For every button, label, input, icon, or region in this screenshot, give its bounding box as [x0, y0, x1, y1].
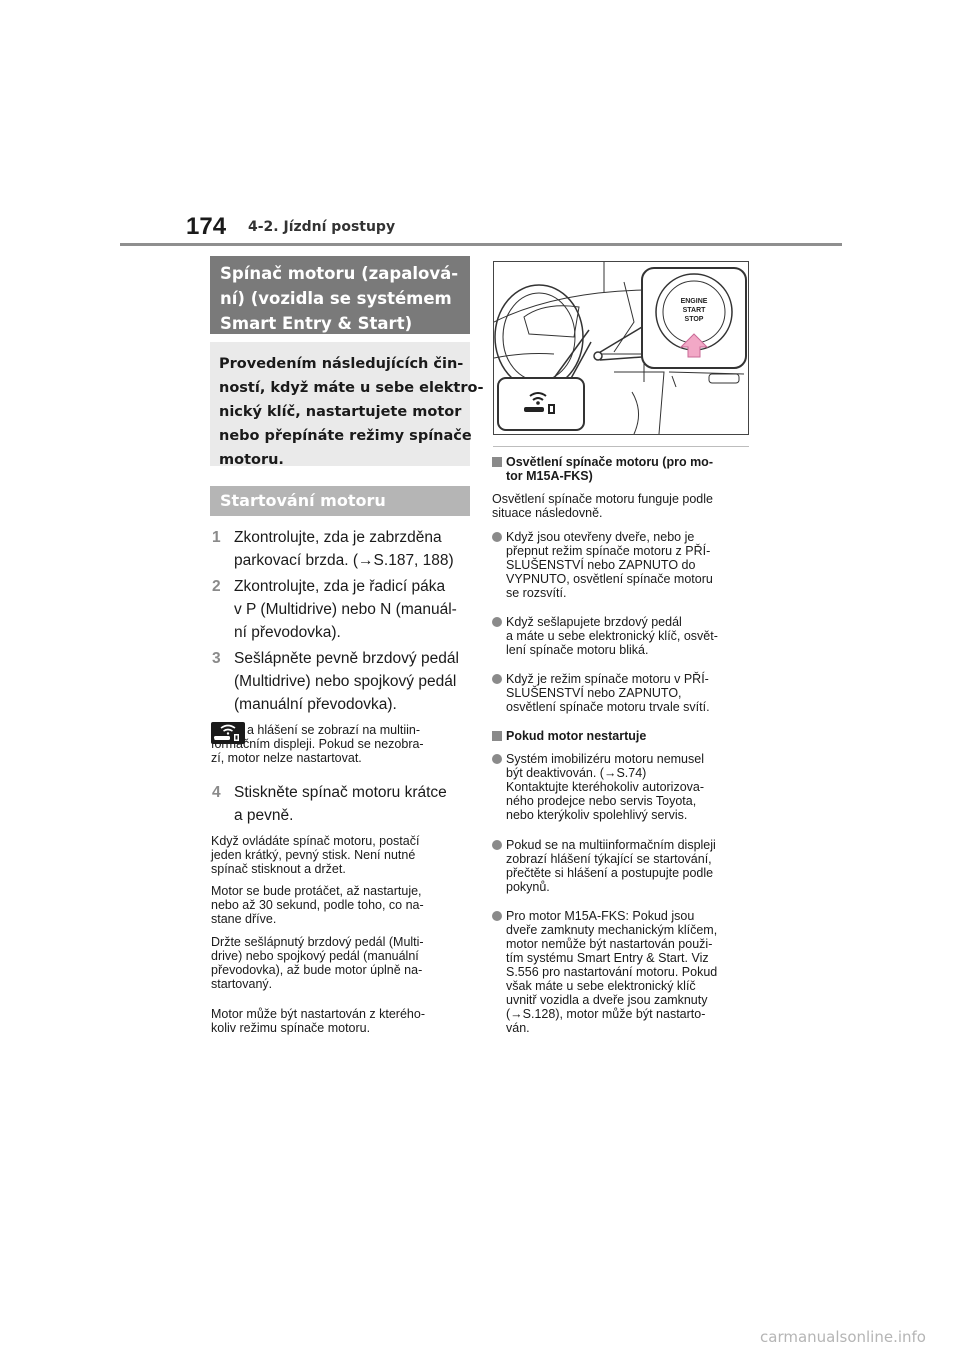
intro-line: motoru. — [219, 452, 284, 468]
list-item-line: VYPNUTO, osvětlení spínače motoru — [506, 572, 713, 586]
list-item-line: uvnitř vozidla a dveře jsou zamknuty — [506, 993, 708, 1007]
list-item-line: být deaktivován. (→S.74) — [506, 766, 647, 780]
text-line: Osvětlení spínače motoru funguje podle — [492, 492, 713, 506]
note-line: formačním displeji. Pokud se nezobra- — [211, 737, 424, 751]
list-item-line: motor nemůže být nastartován použi- — [506, 937, 713, 951]
paragraph-line: stane dříve. — [211, 912, 277, 926]
step-text: (Multidrive) nebo spojkový pedál — [234, 673, 457, 690]
list-item-line: ván. — [506, 1021, 530, 1035]
square-bullet-icon — [492, 731, 502, 741]
engine-switch-illustration — [493, 261, 749, 435]
note-line: zí, motor nelze nastartovat. — [211, 751, 362, 765]
step-number: 4 — [212, 784, 221, 801]
list-item-line: ného prodejce nebo servis Toyota, — [506, 794, 697, 808]
list-item-line: přepnut režim spínače motoru z PŘÍ- — [506, 544, 711, 558]
paragraph-line: Držte sešlápnutý brzdový pedál (Multi- — [211, 935, 424, 949]
engine-button-label: ENGINE — [680, 298, 708, 305]
illustration-divider — [493, 446, 749, 447]
paragraph-line: převodovka), až bude motor úplně na- — [211, 963, 423, 977]
section-title: 4-2. Jízdní postupy — [248, 219, 396, 235]
note-line: a hlášení se zobrazí na multiin- — [247, 723, 421, 737]
main-heading-line: Smart Entry & Start) — [220, 314, 413, 333]
step-number: 2 — [212, 578, 221, 595]
list-item-line: Kontaktujte kteréhokoliv autorizova- — [506, 780, 705, 794]
subsection-heading: Startování motoru — [210, 486, 470, 516]
intro-line: ností, když máte u sebe elektro- — [219, 380, 484, 396]
paragraph — [211, 834, 419, 876]
subheading-line: Osvětlení spínače motoru (pro mo- — [506, 455, 713, 469]
step-text: v P (Multidrive) nebo N (manuál- — [234, 601, 457, 618]
text-line: situace následovně. — [492, 506, 603, 520]
main-heading-box — [210, 256, 470, 334]
list-item-line: (→S.128), motor může být nastarto- — [506, 1007, 706, 1021]
list-item-line: dveře zamknuty mechanickým klíčem, — [506, 923, 718, 937]
paragraph-line: drive) nebo spojkový pedál (manuální — [211, 949, 419, 963]
paragraph-line: jeden krátký, pevný stisk. Není nutné — [211, 848, 416, 862]
list-item-line: však máte u sebe elektronický klíč — [506, 979, 696, 993]
list-item-line: osvětlení spínače motoru trvale svítí. — [506, 700, 710, 714]
intro-box — [210, 342, 484, 468]
list-item-line: SLUŠENSTVÍ nebo ZAPNUTO, — [506, 686, 682, 700]
paragraph-line: Motor se bude protáčet, až nastartuje, — [211, 884, 422, 898]
step-number: 1 — [212, 529, 221, 546]
step-text: Stiskněte spínač motoru krátce — [234, 784, 447, 801]
step-text: ní převodovka). — [234, 624, 341, 641]
illumination-intro — [492, 492, 713, 520]
intro-line: nický klíč, nastartujete motor — [219, 404, 462, 420]
paragraph-line: spínač stisknout a držet. — [211, 862, 346, 876]
square-bullet-icon — [492, 457, 502, 467]
step-text: Zkontrolujte, zda je zabrzděna — [234, 529, 442, 546]
step-number: 3 — [212, 650, 221, 667]
paragraph — [211, 884, 424, 926]
watermark-logo: carmanualsonline.info — [760, 1328, 926, 1346]
intro-line: Provedením následujících čin- — [219, 356, 464, 372]
subheading-line: tor M15A-FKS) — [506, 469, 593, 483]
round-bullet-icon — [492, 754, 502, 764]
list-item-line: Když sešlapujete brzdový pedál — [506, 615, 682, 629]
paragraph — [211, 1007, 425, 1035]
list-item-line: Systém imobilizéru motoru nemusel — [506, 752, 704, 766]
icon-note — [211, 723, 424, 765]
list-item-line: a máte u sebe elektronický klíč, osvět- — [506, 629, 718, 643]
main-heading-line: Spínač motoru (zapalová- — [220, 264, 459, 283]
step-text: a pevně. — [234, 807, 294, 824]
list-item-line: tím systému Smart Entry & Start. Viz — [506, 951, 709, 965]
list-item-line: pokynů. — [506, 880, 550, 894]
list-item-line: S.556 pro nastartování motoru. Pokud — [506, 965, 718, 979]
list-item-line: zobrazí hlášení týkající se startování, — [506, 852, 712, 866]
round-bullet-icon — [492, 911, 502, 921]
subheading-line: Pokud motor nestartuje — [506, 729, 647, 743]
step-text: Zkontrolujte, zda je řadicí páka — [234, 578, 446, 595]
step-text: parkovací brzda. (→S.187, 188) — [234, 552, 454, 569]
step-text: Sešlápněte pevně brzdový pedál — [234, 650, 459, 667]
list-item-line: Pokud se na multiinformačním displeji — [506, 838, 716, 852]
paragraph-line: Když ovládáte spínač motoru, postačí — [211, 834, 420, 848]
list-item-line: přečtěte si hlášení a postupujte podle — [506, 866, 714, 880]
round-bullet-icon — [492, 674, 502, 684]
list-item-line: lení spínače motoru bliká. — [506, 643, 649, 657]
list-item-line: Když jsou otevřeny dveře, nebo je — [506, 530, 695, 544]
round-bullet-icon — [492, 840, 502, 850]
intro-line: nebo přepínáte režimy spínače — [219, 428, 472, 444]
round-bullet-icon — [492, 617, 502, 627]
list-item-line: Když je režim spínače motoru v PŘÍ- — [506, 672, 709, 686]
main-heading-line: ní) (vozidla se systémem — [220, 289, 452, 308]
paragraph — [211, 935, 424, 991]
paragraph-line: Motor může být nastartován z kterého- — [211, 1007, 425, 1021]
list-item-line: Pro motor M15A-FKS: Pokud jsou — [506, 909, 695, 923]
list-item-line: nebo kterýkoliv spolehlivý servis. — [506, 808, 688, 822]
round-bullet-icon — [492, 532, 502, 542]
step-text: (manuální převodovka). — [234, 696, 397, 713]
engine-button-label: START — [682, 307, 706, 314]
paragraph-line: koliv režimu spínače motoru. — [211, 1021, 371, 1035]
header-divider — [120, 243, 842, 246]
list-item-line: SLUŠENSTVÍ nebo ZAPNUTO do — [506, 558, 696, 572]
paragraph-line: startovaný. — [211, 977, 273, 991]
page-number: 174 — [186, 213, 227, 240]
list-item-line: se rozsvítí. — [506, 586, 567, 600]
engine-button-label: STOP — [684, 316, 704, 323]
paragraph-line: nebo až 30 sekund, podle toho, co na- — [211, 898, 424, 912]
